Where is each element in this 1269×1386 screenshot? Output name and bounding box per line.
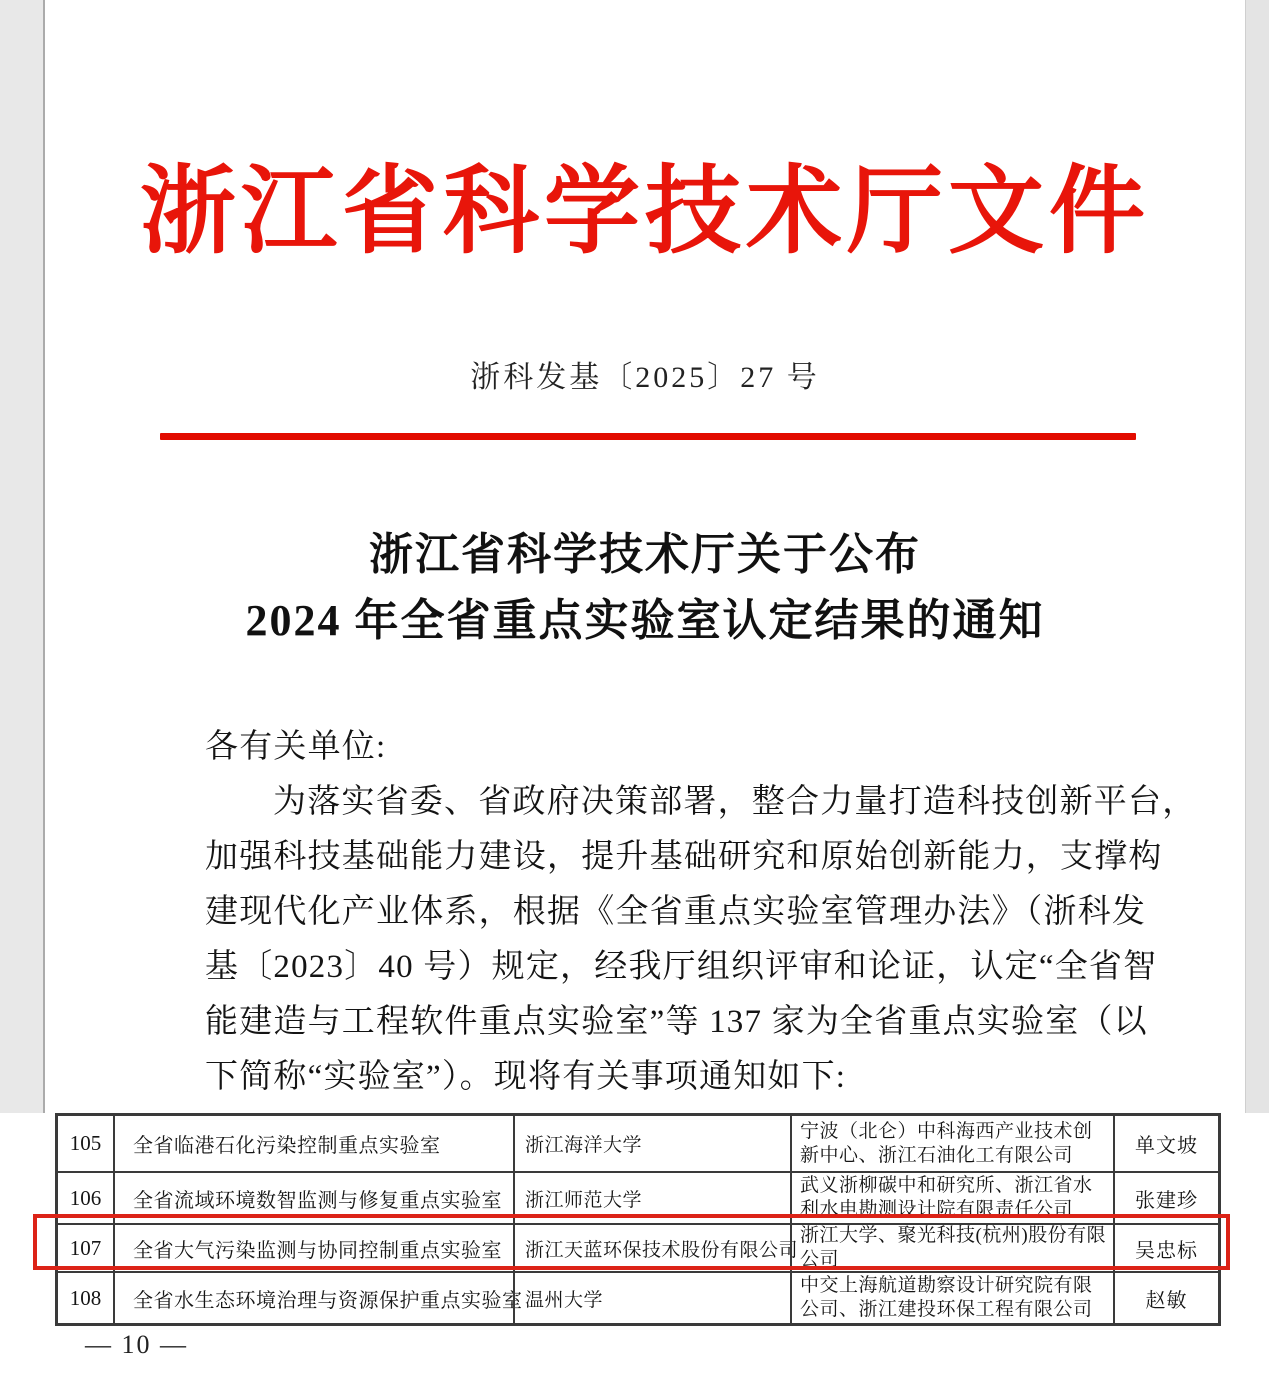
salutation: 各有关单位: [205,729,387,765]
table-cell-institution: 浙江师范大学 [513,1171,790,1223]
page-left-margin-background [0,0,45,1113]
table-cell-lab-name: 全省大气污染监测与协同控制重点实验室 [113,1223,513,1271]
body-text-line: 能建造与工程软件重点实验室”等 137 家为全省重点实验室（以 [205,1004,1148,1040]
notice-title-line2: 2024 年全省重点实验室认定结果的通知 [245,596,1045,645]
table-cell-lab-name: 全省流域环境数智监测与修复重点实验室 [113,1171,513,1223]
table-cell-row-number: 107 [58,1223,113,1271]
table-cell-partner-units: 浙江大学、聚光科技(杭州)股份有限公司 [790,1223,1113,1271]
body-text-line: 基〔2023〕40 号）规定，经我厅组织评审和论证，认定“全省智 [205,949,1158,985]
body-text-line: 加强科技基础能力建设，提升基础研究和原始创新能力，支撑构 [205,839,1163,875]
body-text-line: 为落实省委、省政府决策部署，整合力量打造科技创新平台， [273,784,1197,820]
letterhead-red-rule [160,433,1136,440]
letterhead-title: 浙江省科学技术厅文件 [140,158,1150,265]
table-cell-lab-name: 全省水生态环境治理与资源保护重点实验室 [113,1271,513,1323]
table-cell-row-number: 105 [69,1131,102,1155]
table-cell-lab-director: 赵敏 [1113,1271,1218,1323]
body-text [205,720,1197,1105]
table-cell-partner-units: 宁波（北仑）中科海西产业技术创新中心、浙江石油化工有限公司 [790,1116,1113,1171]
table-cell-partner-units: 武义浙柳碳中和研究所、浙江省水利水电勘测设计院有限责任公司 [790,1171,1113,1223]
table-cell-row-number: 106 [58,1171,113,1223]
results-table [55,1113,1221,1326]
table-cell-institution: 浙江天蓝环保技术股份有限公司 [513,1223,790,1271]
table-cell-row-number: 108 [58,1271,113,1323]
table-cell-lab-director: 单文坡 [1113,1116,1218,1171]
notice-title [45,522,1245,654]
document-number: 浙科发基〔2025〕27 号 [470,361,820,394]
body-text-line: 下简称“实验室”）。现将有关事项通知如下: [205,1059,847,1095]
body-text-line: 建现代化产业体系，根据《全省重点实验室管理办法》（浙科发 [205,894,1147,930]
page-number: — 10 — [85,1330,188,1359]
table-cell-partner-units: 中交上海航道勘察设计研究院有限公司、浙江建投环保工程有限公司 [790,1271,1113,1323]
notice-title-line1: 浙江省科学技术厅关于公布 [369,530,921,579]
page-right-margin-background [1245,0,1269,1113]
table-cell-institution: 浙江海洋大学 [513,1116,790,1171]
table-cell-lab-director: 吴忠标 [1113,1223,1218,1271]
table-cell-institution: 温州大学 [513,1271,790,1323]
table-cell-lab-director: 张建珍 [1113,1171,1218,1223]
table-cell-lab-name: 全省临港石化污染控制重点实验室 [113,1116,513,1171]
